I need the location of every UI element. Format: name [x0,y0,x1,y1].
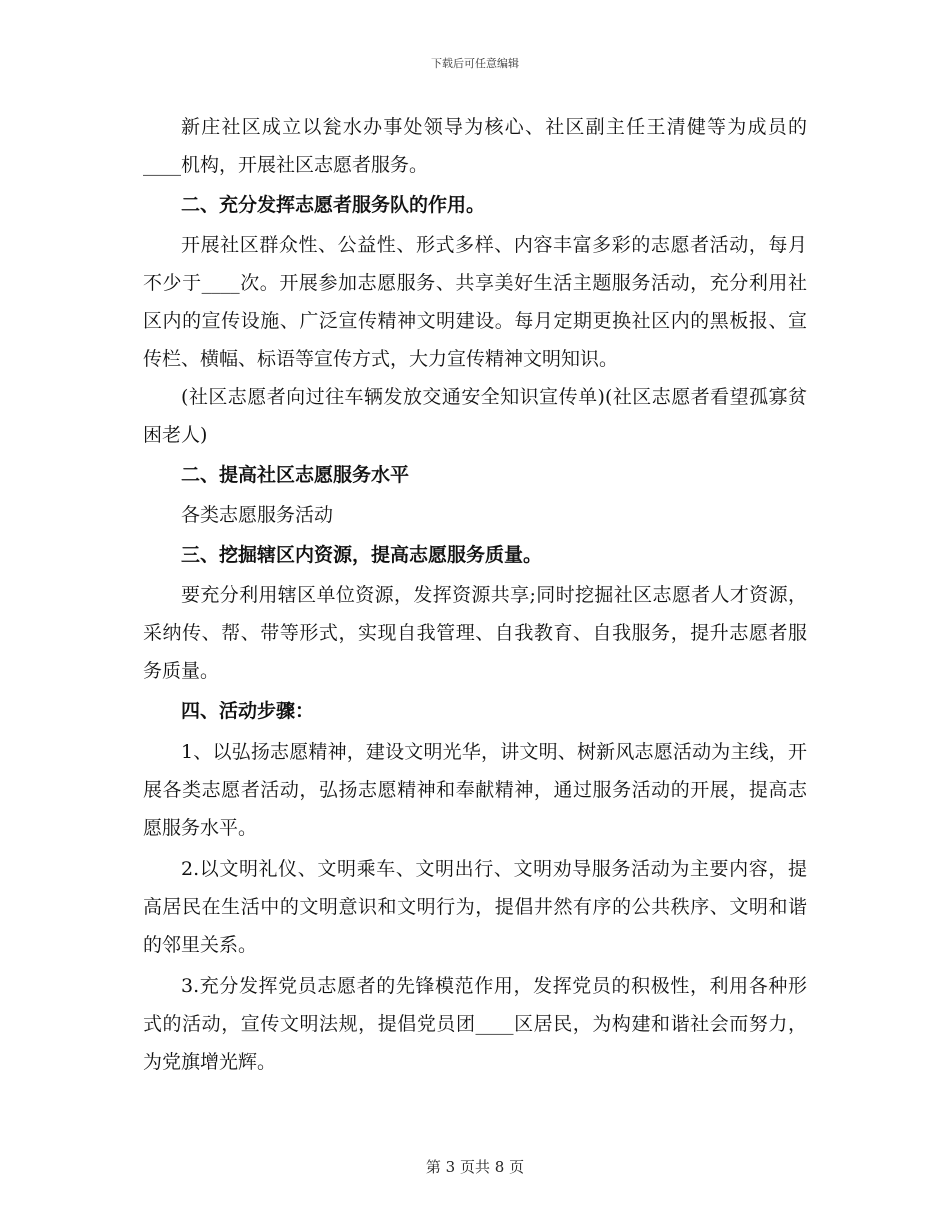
paragraph-resources: 要充分利用辖区单位资源，发挥资源共享;同时挖掘社区志愿者人才资源，采纳传、帮、带等形式，实现自我管理、自我教育、自我服务，提升志愿者服务质量。 [143,584,807,682]
list-item-step-1: 1、以弘扬志愿精神，建设文明光华，讲文明、树新风志愿活动为主线，开展各类志愿者活动，弘扬志愿精神和奉献精神，通过服务活动的开展，提高志愿服务水平。 [143,741,807,839]
header-note: 下载后可任意编辑 [431,57,519,70]
paragraph-photo-captions: (社区志愿者向过往车辆发放交通安全知识宣传单)(社区志愿者看望孤寡贫困老人) [143,386,807,446]
paragraph-service-activities: 各类志愿服务活动 [181,504,334,526]
paragraph-activities: 开展社区群众性、公益性、形式多样、内容丰富多彩的志愿者活动，每月不少于____次。开展参加志愿服务、共享美好生活主题服务活动，充分利用社区内的宣传设施、广泛宣传精神文明建设。每月定期更换社区内的黑板报、宣传栏、横幅、标语等宣传方式，大力宣传精神文明知识。 [143,234,807,370]
list-item-step-3: 3.充分发挥党员志愿者的先锋模范作用，发挥党员的积极性，利用各种形式的活动，宣传文明法规，提倡党员团____区居民，为构建和谐社会而努力，为党旗增光辉。 [143,975,807,1073]
document-body [143,108,807,1081]
section-heading-volunteer-team: 二、充分发挥志愿者服务队的作用。 [181,194,486,216]
section-heading-steps: 四、活动步骤： [181,700,315,722]
section-heading-service-level: 二、提高社区志愿服务水平 [181,464,410,486]
paragraph-intro: 新庄社区成立以瓮水办事处领导为核心、社区副主任王清健等为成员的____机构，开展社区志愿者服务。 [143,116,807,176]
page-indicator: 第 3 页共 8 页 [425,1158,525,1176]
section-heading-resources: 三、挖掘辖区内资源，提高志愿服务质量。 [181,544,543,566]
list-item-step-2: 2.以文明礼仪、文明乘车、文明出行、文明劝导服务活动为主要内容，提高居民在生活中的文明意识和文明行为，提倡井然有序的公共秩序、文明和谐的邻里关系。 [143,858,807,956]
